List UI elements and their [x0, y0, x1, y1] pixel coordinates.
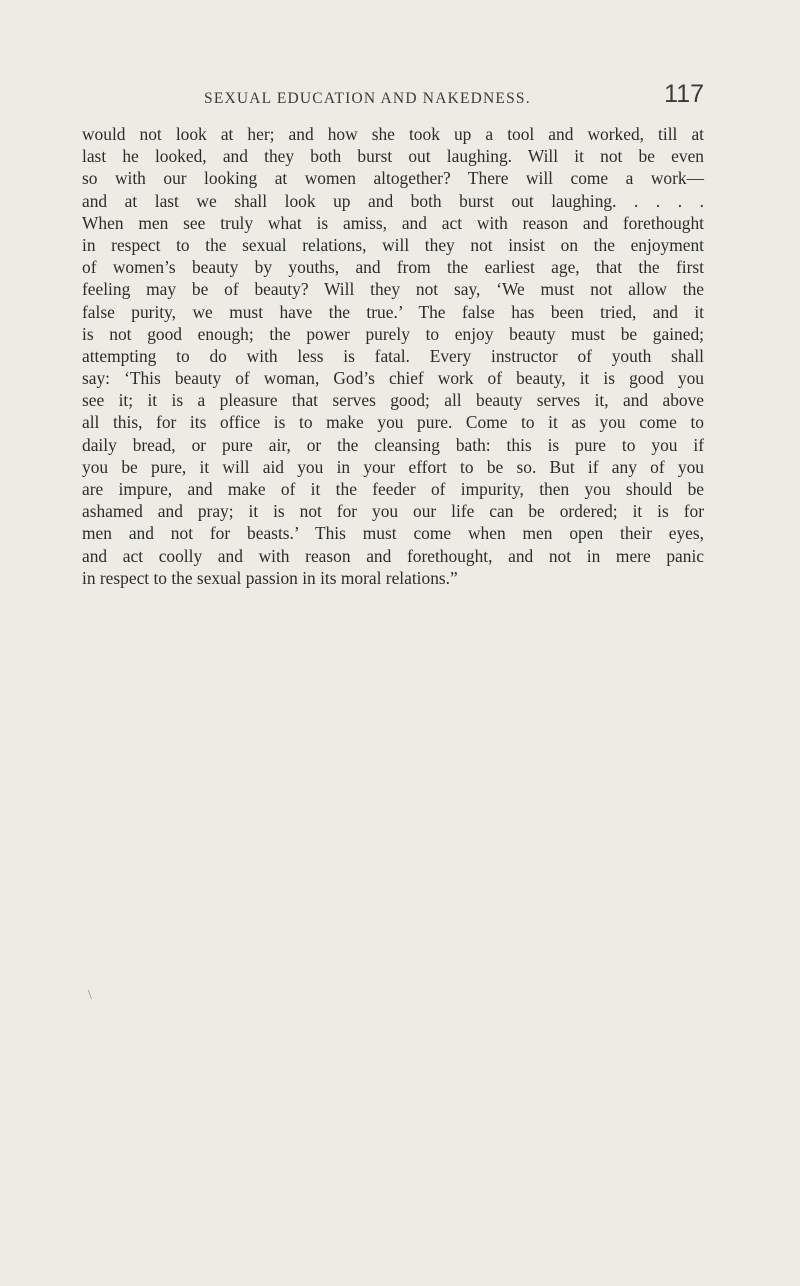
text-line: so with our looking at women altogether? There will come a work—: [82, 168, 704, 189]
page-number: 117: [664, 80, 704, 108]
text-line: is not good enough; the power purely to enjoy beauty must be gained;: [82, 323, 704, 344]
text-line: say: ‘This beauty of woman, God’s chief work of beauty, it is good you: [82, 368, 704, 389]
text-line: of women’s beauty by youths, and from the earliest age, that the first: [82, 257, 704, 278]
text-line: men and not for beasts.’ This must come when men open their eyes,: [82, 523, 704, 544]
text-line: all this, for its office is to make you pure. Come to it as you come to: [82, 412, 704, 433]
text-line: last he looked, and they both burst out laughing. Will it not be even: [82, 146, 704, 167]
running-title: SEXUAL EDUCATION AND NAKEDNESS.: [204, 90, 531, 107]
text-line: see it; it is a pleasure that serves good; all beauty serves it, and above: [82, 390, 704, 411]
text-line: When men see truly what is amiss, and act with reason and forethought: [82, 212, 704, 233]
text-line: attempting to do with less is fatal. Every instructor of youth shall: [82, 345, 704, 366]
text-line: in respect to the sexual relations, will they not insist on the enjoyment: [82, 234, 704, 255]
text-line: ashamed and pray; it is not for you our life can be ordered; it is for: [82, 501, 704, 522]
text-line: daily bread, or pure air, or the cleansing bath: this is pure to you if: [82, 434, 704, 455]
text-line: are impure, and make of it the feeder of impurity, then you should be: [82, 479, 704, 499]
text-line: in respect to the sexual passion in its moral relations.”: [82, 567, 458, 588]
text-line: feeling may be of beauty? Will they not say, ‘We must not allow the: [82, 279, 704, 300]
running-header: [82, 80, 704, 116]
text-line: would not look at her; and how she took up a tool and worked, till at: [82, 124, 704, 144]
text-line: false purity, we must have the true.’ The false has been tried, and it: [82, 301, 704, 322]
body-text: [82, 123, 704, 589]
text-line: and at last we shall look up and both burst out laughing. . . . .: [82, 190, 704, 211]
paper-speck: \: [88, 988, 92, 1003]
text-line: you be pure, it will aid you in your effort to be so. But if any of you: [82, 456, 704, 477]
text-line: and act coolly and with reason and forethought, and not in mere panic: [82, 545, 704, 566]
